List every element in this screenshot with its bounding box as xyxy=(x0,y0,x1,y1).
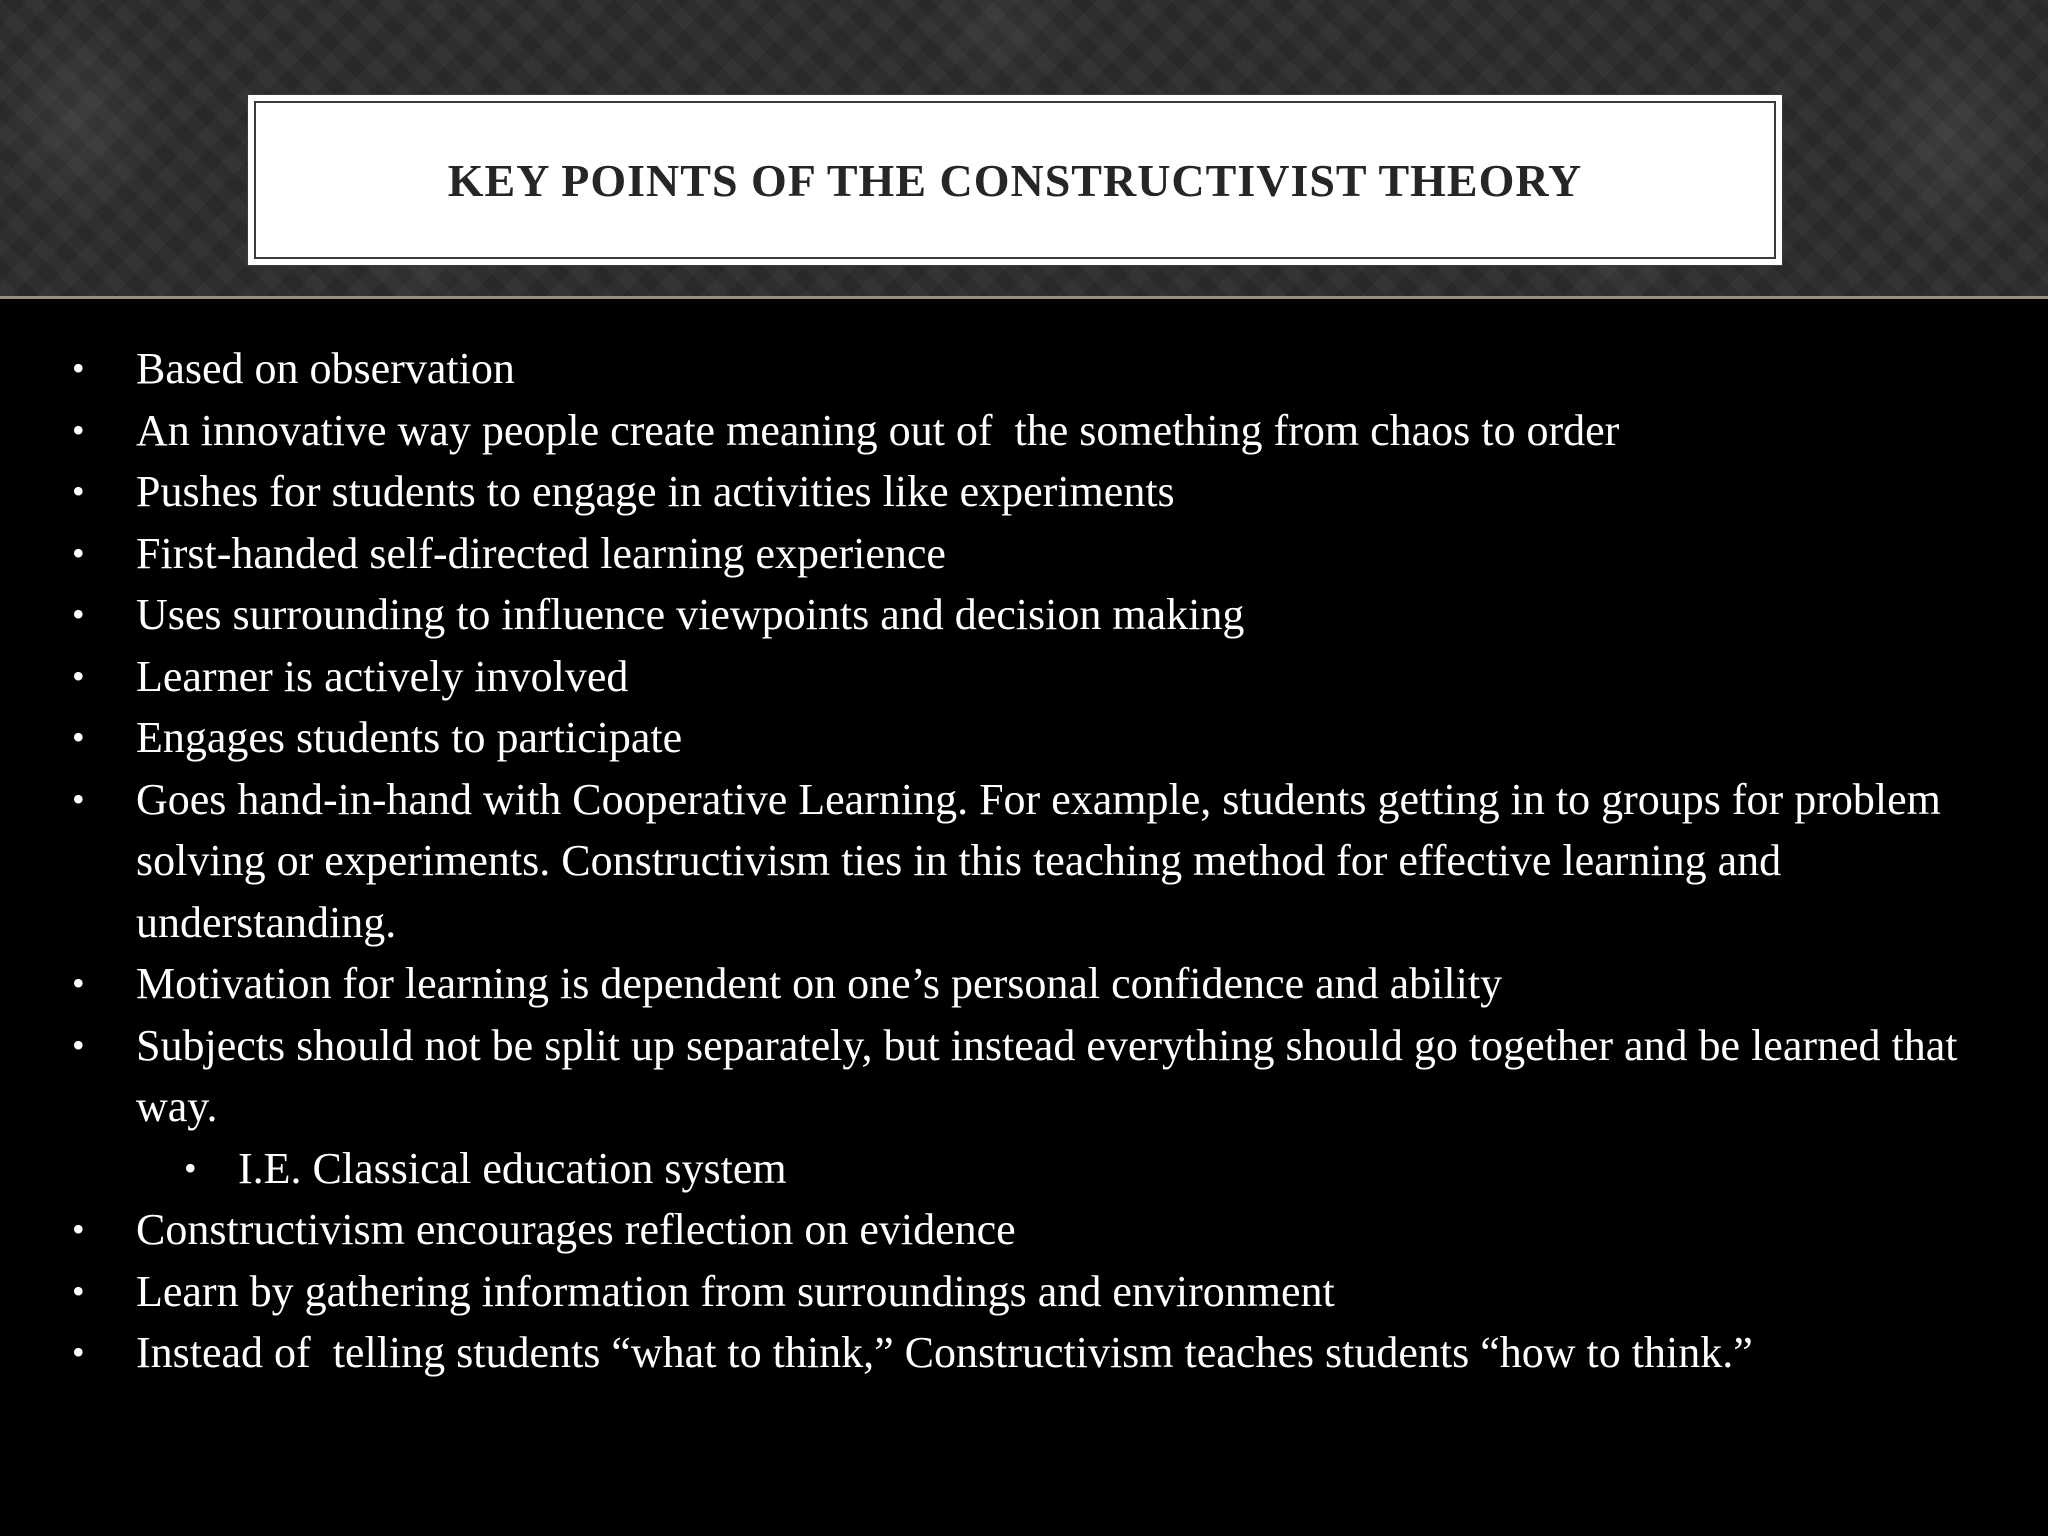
bullet-dot-icon: • xyxy=(72,471,85,511)
bullet-dot-icon: • xyxy=(72,348,85,388)
bullet-item xyxy=(0,461,2038,523)
bullet-text: Uses surrounding to influence viewpoints and decision making xyxy=(136,590,1245,639)
bullet-dot-icon: • xyxy=(184,1147,197,1188)
bullet-text: Based on observation xyxy=(136,344,515,393)
bullet-text: Subjects should not be split up separately, but instead everything should go together and be learned that way. xyxy=(136,1020,1958,1131)
bullet-dot-icon: • xyxy=(72,532,85,573)
bullet-item xyxy=(0,646,2038,708)
bullet-dot-icon: • xyxy=(72,655,85,696)
bullet-item xyxy=(0,1199,2038,1261)
title-frame-inner-border xyxy=(254,101,1776,259)
bullet-text: Learner is actively involved xyxy=(136,651,629,701)
bullet-dot-icon: • xyxy=(72,1270,85,1311)
bullet-list xyxy=(0,338,2048,1384)
slide-title: KEY POINTS OF THE CONSTRUCTIVIST THEORY xyxy=(447,154,1583,206)
bullet-dot-icon: • xyxy=(72,1332,85,1372)
bullet-dot-icon: • xyxy=(72,594,85,634)
bullet-text: Constructivism encourages reflection on evidence xyxy=(136,1205,1016,1254)
bullet-text: Engages students to participate xyxy=(136,713,683,762)
title-frame xyxy=(247,94,1783,266)
bullet-item xyxy=(0,707,2038,769)
bullet-dot-icon: • xyxy=(72,717,85,757)
bullet-text: Instead of telling students “what to think,” Constructivism teaches students “how to think.” xyxy=(136,1328,1753,1377)
bullet-item xyxy=(0,953,2038,1015)
bullet-item xyxy=(0,769,2038,954)
bullet-dot-icon: • xyxy=(72,409,85,450)
sub-bullet-item xyxy=(0,1138,2048,1200)
bullet-dot-icon: • xyxy=(72,1209,85,1249)
bullet-text: Pushes for students to engage in activities like experiments xyxy=(136,467,1175,516)
bullet-dot-icon: • xyxy=(72,1024,85,1065)
bullet-item xyxy=(0,523,2038,585)
bullet-item xyxy=(0,400,2038,462)
header-divider xyxy=(0,296,2048,299)
bullet-item xyxy=(0,338,2038,400)
bullet-item xyxy=(0,1322,2048,1384)
bullet-text: An innovative way people create meaning out of the something from chaos to order xyxy=(136,405,1620,455)
bullet-item xyxy=(0,584,2038,646)
sub-bullet-text: I.E. Classical education system xyxy=(238,1143,787,1193)
bullet-dot-icon: • xyxy=(72,778,85,819)
bullet-item xyxy=(0,1015,2048,1138)
bullet-text: Goes hand-in-hand with Cooperative Learning. For example, students getting in to groups for problem solving or experiments. Constructivism ties in this teaching method for effective learning and understanding. xyxy=(136,774,1941,947)
bullet-item xyxy=(0,1261,2038,1323)
bullet-text: Motivation for learning is dependent on one’s personal confidence and ability xyxy=(136,959,1503,1008)
bullet-text: First-handed self-directed learning experience xyxy=(136,528,946,578)
bullet-dot-icon: • xyxy=(72,963,85,1003)
bullet-text: Learn by gathering information from surroundings and environment xyxy=(136,1266,1335,1316)
